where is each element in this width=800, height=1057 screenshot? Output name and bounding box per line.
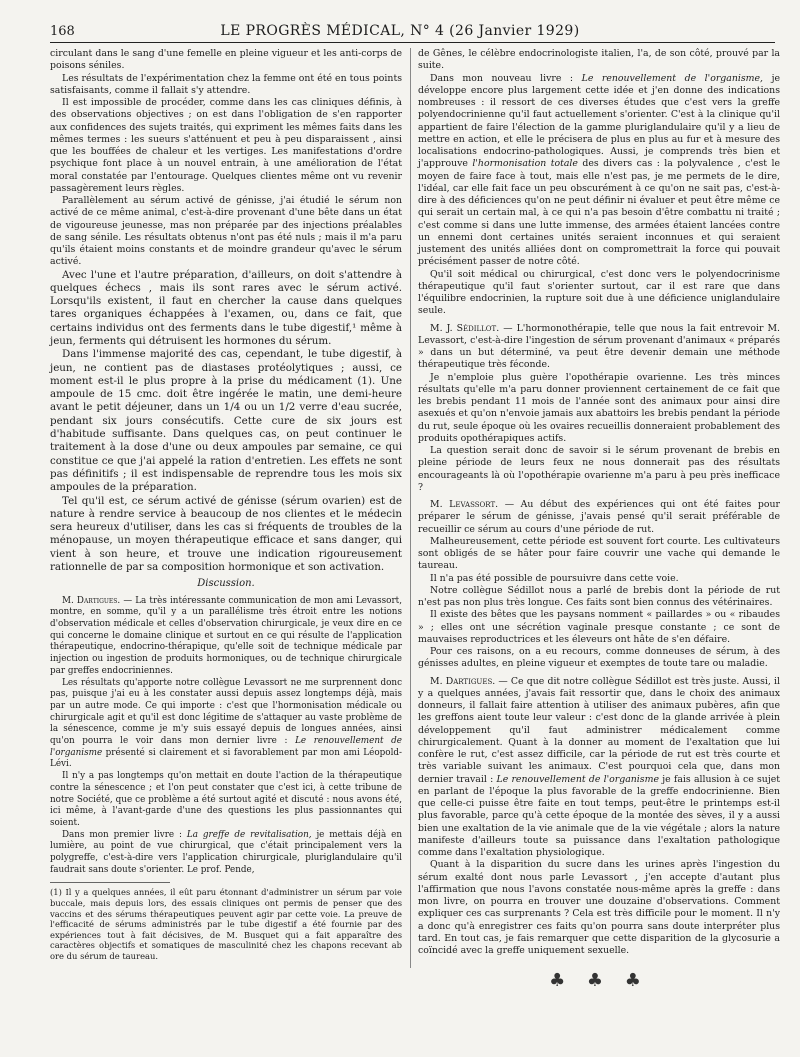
paragraph	[418, 499, 780, 536]
paragraph: Les résultats de l'expérimentation chez la femme ont été en tous points satisfaisants, comme il fallait s'y attendre.	[50, 72, 402, 96]
speaker-name: M. Dartigues.	[62, 595, 121, 606]
speech-text: — L'hormonothérapie, telle que nous la fait entrevoir M. Levassort, c'est-à-dire l'ingestion de sérum provenant d'animaux « préparés » dans un but déterminé, va peut être devenir demain une méthode thérapeutique très féconde.	[418, 322, 780, 371]
paragraph: Quant à la disparition du sucre dans les urines après l'ingestion du sérum exalté dont nous parle Levassort , j'en accepte d'autant plus l'affirmation que nous l'avons constatée nous-même après la greffe : dans mon livre, on pourra en trouver une douzaine d'observations. Comment expliquer ces cas surprenants ? Cela est très difficile pour le moment. Il n'y a donc qu'à enregistrer ces faits qu'on pourra sans doute interpréter plus tard. En tout cas, je fais remarquer que cette disparition de la glycosurie a coïncidé avec la greffe uniquement sexuelle.	[418, 859, 780, 956]
book-title: La greffe de revitalisation,	[186, 829, 312, 840]
speaker-name: M. Levassort.	[430, 499, 499, 510]
speech-text: présenté si clairement et si favorablement par mon ami Léopold-Lévi.	[50, 747, 402, 770]
speaker-name: M. Dartigues.	[430, 675, 496, 687]
book-title: Le renouvellement de l'organisme	[496, 773, 659, 785]
paragraph: Il existe des bêtes que les paysans nomment « paillardes » ou « ribaudes » ; elles ont une sécrétion vaginale presque constante ; ce sont de mauvaises reproductrices et les éleveurs ont hâte de s'en défaire.	[418, 609, 780, 645]
paragraph	[50, 596, 402, 678]
speech-text: Les résultats qu'apporte notre collègue Levassort ne me surprennent donc pas, puisque j'ai eu à les constater aussi depuis assez longtemps déjà, mais par un autre mode. Ce qui importe : c'est que l'hormonisation médicale ou chirurgicale agit et qu'il est donc légitime de s'attaquer au vaste problème de la sénescence, comme je m'y suis essayé depuis de longues années, ainsi qu'on pourra le voir dans mon dernier livre :	[50, 677, 402, 747]
paragraph: Dans l'immense majorité des cas, cependant, le tube digestif, à jeun, ne contient pas de diastases protéolytiques ; aussi, ce moment est-il le plus propre à la prise du médicament (1). Une ampoule de 15 cmc. doit être ingérée le matin, une demi-heure avant le petit déjeuner, dans un 1/4 ou un 1/2 verre d'eau sucrée, pendant six jours consécutifs. Cette cure de six jours est d'habitude suffisante. Dans quelques cas, on peut continuer le traitement à la dose d'une ou deux ampoules par semaine, ce qui constitue ce que j'ai appelé la ration d'entretien. Les effets ne sont pas définitifs ; il est indispensable de reprendre tous les mois six ampoules de la préparation.	[50, 348, 402, 494]
book-title: Le renouvellement de l'organisme,	[581, 72, 764, 84]
running-head: LE PROGRÈS MÉDICAL, N° 4 (26 Janvier 1929)	[220, 23, 580, 39]
paragraph: Malheureusement, cette période est souvent fort courte. Les cultivateurs sont obligés de se hâter pour faire couvrir une vache qui demande le taureau.	[418, 535, 780, 572]
paragraph: Tel qu'il est, ce sérum activé de génisse (sérum ovarien) est de nature à rendre service à beaucoup de nos clientes et le médecin sera heureux d'utiliser, dans les cas si fréquents de troubles de la ménopause, un moyen thérapeutique efficace et sans danger, qui vient à son heure, et trouve une indication rigoureusement rationnelle de par sa composition hormonique et son activation.	[50, 494, 402, 574]
paragraph	[50, 830, 402, 877]
paragraph: La question serait donc de savoir si le sérum provenant de brebis en pleine période de leurs feux ne nous donnerait pas des résultats encourageants là où l'opothérapie ovarienne m'a paru à peu près inefficace ?	[418, 445, 780, 493]
paragraph: de Gênes, le célèbre endocrinologiste italien, l'a, de son côté, prouvé par la suite.	[418, 48, 780, 72]
paragraph	[418, 323, 780, 372]
paragraph: circulant dans le sang d'une femelle en pleine vigueur et les anti-corps de poisons séniles.	[50, 48, 402, 72]
speech-text: des divers cas : la polyvalence , c'est le moyen de faire face à tout, mais elle n'est pas, je me permets de le dire, l'idéal, car elle fait face un peu obscurément à ce qu'on ne sait pas, c'est-à-dire à des déficiences qu'on ne peut définir ni évaluer et peut être même ce qui serait un certain mal, à ce qui n'a pas besoin d'être combattu ni traité ; c'est comme si dans une lutte immense, des armées étaient lancées contre un ennemi dont certaines unités seraient inconnues et qui seraient justement des unités alliées dont on compromettrait la force qui pouvait précisément passer de notre côté.	[418, 158, 781, 268]
paragraph	[418, 676, 780, 860]
paragraph: Notre collègue Sédillot nous a parlé de brebis dont la période de rut n'est pas non plus très longue. Ces faits sont bien connus des vétérinaires.	[418, 584, 780, 608]
speaker-name: M. J. Sédillot.	[430, 322, 500, 334]
column-divider	[410, 48, 411, 968]
paragraph: Il n'y a pas longtemps qu'on mettait en doute l'action de la thérapeutique contre la sénescence ; et l'on peut constater que c'est ici, à cette tribune de notre Société, que ce problème a été surtout agité et discuté : nous avons été, ici même, à l'avant-garde d'une des questions les plus passionnantes qui soient.	[50, 771, 402, 828]
footnote-rule	[50, 882, 170, 883]
paragraph: Il est impossible de procéder, comme dans les cas cliniques définis, à des observations objectives ; on est dans l'obligation de s'en rapporter aux confidences des sujets traités, qui expriment les mêmes faits dans les mêmes termes : les sueurs s'atténuent et peu à peu disparaissent , ainsi que les bouffées de chaleur et les vertiges. Les manifestations d'ordre psychique font place à un nouvel entrain, à une amélioration de l'état moral constatée par l'entourage. Quelques clientes même ont vu revenir passagèrement leurs règles.	[50, 97, 402, 194]
section-heading: Discussion.	[197, 578, 255, 590]
paragraph	[50, 678, 402, 772]
paragraph: Parallèlement au sérum activé de génisse, j'ai étudié le sérum non activé de ce même animal, c'est-à-dire provenant d'une bête dans un état de vigoureuse jeunesse, mas non préparée par des injections préalables de sang sénile. Les résultats obtenus n'ont pas été nuls ; mais il m'a paru qu'ils étaient moins constants et de moindre grandeur qu'avec le sérum activé.	[50, 195, 402, 268]
speech-text: — La très intéressante communication de mon ami Levassort, montre, en somme, qu'il y a un parallélisme très étroit entre les notions d'observation médicale et celles d'observation chirurgicale, je veux dire en ce qui concerne le domaine clinique et surtout en ce qui résulte de l'application thérapeutique, endocrino-thérapique, qu'elle soit de technique médicale par injection ou ingestion de produits hormoniques, ou de technique chirurgicale par greffes endocriniennes.	[50, 595, 402, 676]
emphasis-term: l'hormonisation totale	[472, 158, 578, 170]
paragraph	[418, 73, 780, 269]
paragraph: Avec l'une et l'autre préparation, d'ailleurs, on doit s'attendre à quelques échecs , mais ils sont rares avec le sérum activé. Lorsqu'ils existent, il faut en chercher la cause dans quelques tares organiques échappées à l'examen, ou, dans ce fait, que certains individus ont des ferments dans le tube digestif,¹ même à jeun, ferments qui détruisent les hormones du sérum.	[50, 268, 402, 347]
speech-text: — Au début des expériences qui ont été faites pour préparer le sérum de génisse, j'avais pensé qu'il serait préférable de recueillir ce sérum au cours d'une période de rut.	[418, 499, 781, 535]
left-column	[50, 48, 402, 962]
speech-text: je développe encore plus largement cette idée et j'en donne des indications nombreuses : il ressort de ces diverses études que c'est vers la greffe polyendocrinienne qu'il faut actuellement s'orienter. C'est à la clinique qu'il appartient de faire l'élection de la gamme pluriglandulaire qu'il y a lieu de mettre en action, et elle le précisera de plus en plus au fur et à mesure des localisations endocrino-pathologiques. Aussi, je comprends très bien et j'approuve	[418, 72, 780, 170]
header-rule	[50, 42, 775, 43]
speech-text: je mettais déjà en lumière, au point de vue chirurgical, que c'était principalement vers la polygreffe, c'est-à-dire vers l'application chirurgicale, pluriglandulaire qu'il faudrait sans doute s'orienter. Le prof. Pende,	[50, 829, 402, 875]
paragraph: Qu'il soit médical ou chirurgical, c'est donc vers le polyendocrinisme thérapeutique qu'il faut s'orienter surtout, car il est rare que dans l'équilibre endocrinien, la rupture soit due à une déficience uniglandulaire seule.	[418, 268, 780, 317]
speech-text: Dans mon nouveau livre :	[430, 72, 582, 84]
speech-text: je fais allusion à ce sujet en parlant de l'époque la plus favorable de la greffe endocrinienne. Bien que celle-ci puisse être faite en tout temps, peut-être le printemps est-il plus favorable, parce qu'à cette époque de la montée des sèves, il y a aussi bien une exaltation de la vie animale que de la vie végétale ; alors la nature manifeste d'ailleurs toute sa puissance dans l'exaltation pathologique comme dans l'exaltation physiologique.	[418, 773, 780, 858]
paragraph: Pour ces raisons, on a eu recours, comme donneuses de sérum, à des génisses adultes, en pleine vigueur et exemptes de toute tare ou maladie.	[418, 646, 780, 670]
footnote: (1) Il y a quelques années, il eût paru étonnant d'administrer un sérum par voie buccale, mais depuis lors, des essais cliniques ont permis de penser que des vaccins et des sérums thérapeutiques peuvent agir par cette voie. La preuve de l'efficacité de sérums administrés par le tube digestif a été fournie par des expériences tout à fait décisives, de M. Busquet qui a fait apparaître des caractères objectifs et somatiques de masculinité chez les chapons recevant ab ore du sérum de taureau.	[50, 887, 402, 962]
right-column	[418, 48, 781, 992]
paragraph: Il n'a pas été possible de poursuivre dans cette voie.	[430, 572, 679, 584]
book-title: Le renouvellement de l'organisme	[50, 736, 402, 758]
speech-text: Dans mon premier livre :	[62, 829, 187, 840]
page-number: 168	[50, 24, 75, 39]
speech-text: — Ce que dit notre collègue Sédillot est très juste. Aussi, il y a quelques années, j'avais fait ressortir que, dans le choix des animaux donneurs, il fallait faire attention à utiliser des animaux pubères, afin que les greffons aient toute leur valeur : c'est donc de la glande arrivée à plein développement qu'il faut administrer médicalement comme chirurgicalement. Quant à la donner au moment de l'exaltation que lui confère le rut, c'est assez difficile, car la période de rut est très courte et très variable suivant les animaux. C'est pourquoi cela que, dans mon dernier travail :	[418, 675, 780, 785]
ornament-icon: ♣ ♣ ♣	[549, 970, 649, 992]
paragraph: Je n'emploie plus guère l'opothérapie ovarienne. Les très minces résultats qu'elle m'a paru donner proviennent certainement de ce fait que les brebis pendant 11 mois de l'année sont des animaux pour ainsi dire asexués et qu'on n'envoie jamais aux abattoirs les brebis pendant la période du rut, seule époque où les ovaires recueillis donneraient probablement des produits opothérapiques actifs.	[418, 371, 780, 444]
